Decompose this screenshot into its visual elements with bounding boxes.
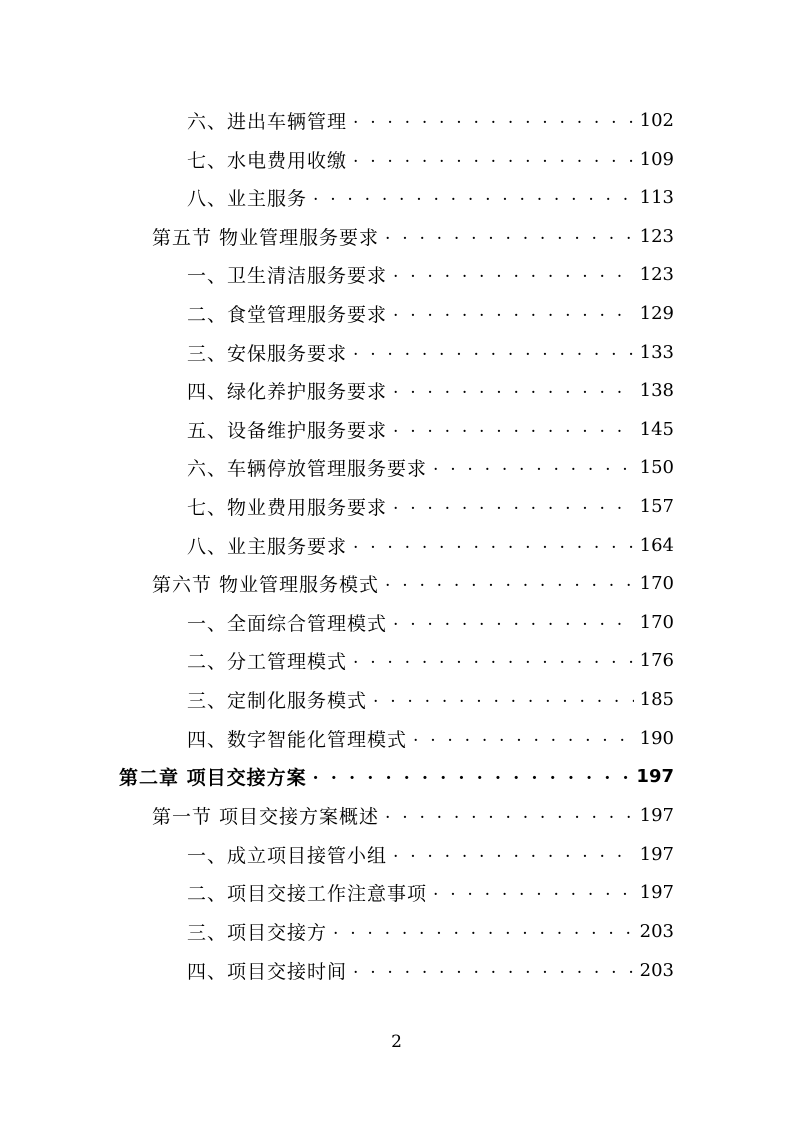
toc-entry[interactable] (187, 452, 674, 482)
dot-leader (393, 373, 634, 403)
toc-entry-page: 164 (639, 534, 674, 556)
toc-entry[interactable] (187, 491, 674, 521)
toc-entry[interactable] (152, 221, 674, 251)
dot-leader (385, 566, 634, 596)
toc-entry-page: 203 (639, 959, 674, 981)
toc-entry-title: 八、业主服务要求 (187, 535, 348, 558)
toc-entry-title: 六、车辆停放管理服务要求 (187, 457, 428, 480)
toc-entry-title: 第一节 项目交接方案概述 (152, 805, 380, 828)
toc-entry-page: 145 (639, 418, 674, 440)
dot-leader (385, 219, 634, 249)
toc-entry[interactable] (187, 877, 674, 907)
toc-entry-page: 157 (639, 495, 674, 517)
toc-entry[interactable] (187, 414, 674, 444)
toc-entry-title: 三、定制化服务模式 (187, 689, 368, 712)
toc-entry-title: 第六节 物业管理服务模式 (152, 573, 380, 596)
dot-leader (393, 257, 634, 287)
toc-entry[interactable] (187, 916, 674, 946)
toc-entry[interactable] (187, 182, 674, 212)
dot-leader (353, 528, 634, 558)
toc-entry[interactable] (152, 568, 674, 598)
dot-leader (385, 798, 634, 828)
toc-entry-page: 129 (639, 302, 674, 324)
toc-entry[interactable] (152, 800, 674, 830)
dot-leader (353, 953, 634, 983)
dot-leader (393, 489, 634, 519)
toc-entry[interactable] (187, 298, 674, 328)
toc-entry[interactable] (187, 723, 674, 753)
dot-leader (393, 605, 634, 635)
toc-entry-title: 一、卫生清洁服务要求 (187, 264, 388, 287)
toc-entry-title: 四、绿化养护服务要求 (187, 380, 388, 403)
toc-entry-title: 二、项目交接工作注意事项 (187, 882, 428, 905)
dot-leader (393, 412, 634, 442)
dot-leader (313, 759, 631, 789)
toc-entry-page: 197 (639, 881, 674, 903)
toc-entry-page: 113 (639, 186, 674, 208)
toc-entry[interactable] (187, 607, 674, 637)
toc-entry-title: 七、物业费用服务要求 (187, 496, 388, 519)
toc-entry-title: 四、项目交接时间 (187, 960, 348, 983)
toc-entry-page: 185 (639, 688, 674, 710)
dot-leader (313, 180, 634, 210)
dot-leader (413, 721, 634, 751)
toc-entry-page: 170 (639, 611, 674, 633)
dot-leader (433, 450, 634, 480)
toc-entry[interactable] (187, 144, 674, 174)
toc-entry-chapter[interactable] (119, 761, 674, 791)
toc-entry-title: 六、进出车辆管理 (187, 110, 348, 133)
toc-entry-title: 一、成立项目接管小组 (187, 844, 388, 867)
toc-entry-title: 八、业主服务 (187, 187, 308, 210)
toc-entry-title: 四、数字智能化管理模式 (187, 728, 408, 751)
toc-entry-page: 123 (639, 225, 674, 247)
dot-leader (353, 142, 634, 172)
toc-entry[interactable] (187, 684, 674, 714)
dot-leader (433, 875, 634, 905)
toc-entry-page: 102 (639, 109, 674, 131)
dot-leader (393, 837, 634, 867)
toc-entry[interactable] (187, 530, 674, 560)
toc-entry[interactable] (187, 839, 674, 869)
toc-entry-title: 五、设备维护服务要求 (187, 419, 388, 442)
toc-entry-page: 150 (639, 456, 674, 478)
toc-entry-page: 176 (639, 649, 674, 671)
dot-leader (393, 296, 634, 326)
toc-entry-page: 123 (639, 263, 674, 285)
dot-leader (353, 103, 634, 133)
page-number: 2 (391, 1032, 402, 1052)
toc-entry-page: 190 (639, 727, 674, 749)
toc-entry-page: 203 (639, 920, 674, 942)
dot-leader (373, 682, 634, 712)
toc-entry[interactable] (187, 337, 674, 367)
toc-entry[interactable] (187, 955, 674, 985)
toc-entry[interactable] (187, 645, 674, 675)
toc-entry-page: 197 (639, 843, 674, 865)
toc-entry-title: 二、食堂管理服务要求 (187, 303, 388, 326)
toc-entry-page: 197 (639, 804, 674, 826)
toc-entry-title: 三、安保服务要求 (187, 342, 348, 365)
dot-leader (333, 914, 634, 944)
toc-entry[interactable] (187, 259, 674, 289)
toc-entry-title: 第五节 物业管理服务要求 (152, 226, 380, 249)
dot-leader (353, 643, 634, 673)
dot-leader (353, 335, 634, 365)
toc-entry-title: 第二章 项目交接方案 (119, 766, 307, 789)
toc-entry-title: 七、水电费用收缴 (187, 149, 348, 172)
toc-entry-page: 170 (639, 572, 674, 594)
toc-entry-title: 一、全面综合管理模式 (187, 612, 388, 635)
toc-entry-page: 197 (636, 765, 674, 787)
toc-entry-title: 三、项目交接方 (187, 921, 328, 944)
toc-entry[interactable] (187, 105, 674, 135)
toc-entry-title: 二、分工管理模式 (187, 650, 348, 673)
toc-entry-page: 133 (639, 341, 674, 363)
toc-entry[interactable] (187, 375, 674, 405)
toc-entry-page: 138 (639, 379, 674, 401)
toc-entry-page: 109 (639, 148, 674, 170)
